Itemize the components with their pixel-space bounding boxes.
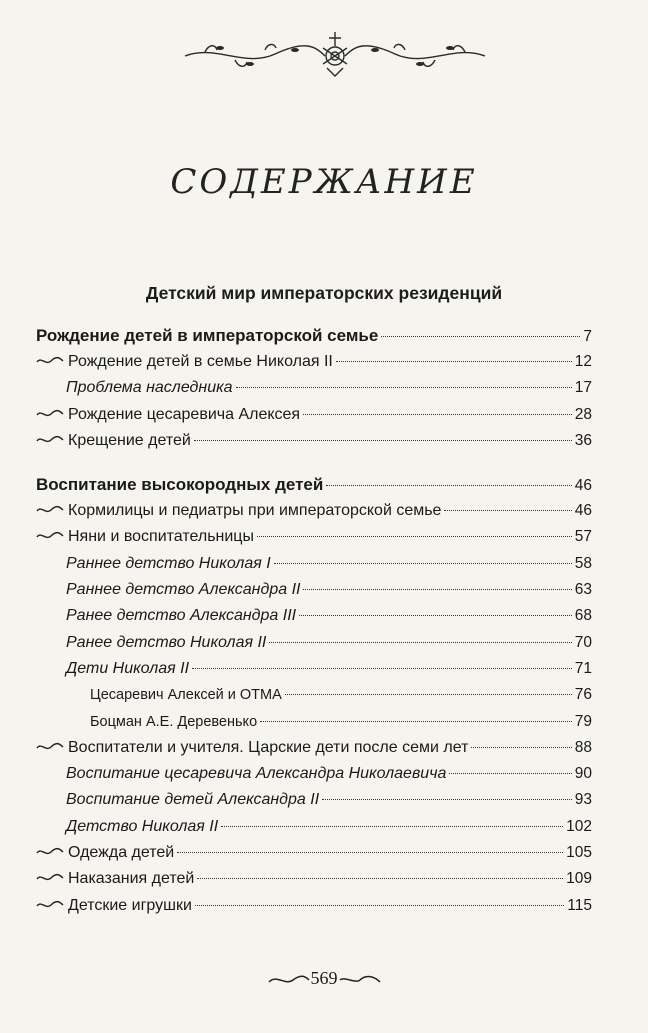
swash-bullet-icon [36,356,64,366]
toc-entry[interactable] [36,581,592,607]
toc-page-number: 88 [574,738,592,756]
toc-entry[interactable] [36,686,592,712]
toc-entry-label: Кормилицы и педиатры при императорской семье [68,502,442,520]
toc-entry[interactable] [36,818,592,844]
toc-entry-label: Раннее детство Николая I [66,554,271,572]
dot-leader [236,387,572,388]
toc-page-number: 63 [574,581,592,599]
dot-leader [221,826,563,827]
dot-leader [444,510,571,511]
toc-page-number: 46 [574,477,592,495]
dot-leader [269,642,571,643]
swash-bullet-icon [36,531,64,541]
dot-leader [303,414,572,415]
toc-entry-label: Рождение цесаревича Алексея [68,405,301,423]
toc-section-entry[interactable] [36,326,592,353]
toc-entry[interactable] [36,634,592,660]
toc-entry-label: Воспитатели и учителя. Царские дети после семи лет [68,738,469,756]
swash-left-icon [267,974,311,986]
toc-entry[interactable] [36,555,592,581]
dot-leader [322,799,572,800]
toc-entry-label: Детские игрушки [68,896,192,914]
toc-page-number: 28 [574,405,592,423]
section-gap [36,458,592,475]
toc-entry[interactable] [36,379,592,405]
toc-page-number: 109 [566,870,592,888]
toc-page-number: 36 [574,431,592,449]
toc-entry-label: Рождение детей в семье Николая II [68,353,333,370]
toc-entry[interactable] [36,739,592,765]
dot-leader [274,563,572,564]
dot-leader [326,485,571,486]
dot-leader [285,694,572,695]
toc-page-number: 46 [574,502,592,520]
toc-page-number: 57 [574,528,592,546]
toc-entry[interactable] [36,353,592,379]
toc-entry[interactable] [36,432,592,458]
toc-entry-label: Воспитание детей Александра II [66,791,320,809]
toc-entry-label: Ранее детство Александра III [66,607,297,625]
toc-entry-label: Наказания детей [68,870,195,888]
toc-page-number: 70 [574,633,592,651]
toc-entry-label: Боцман А.Е. Деревенько [90,713,258,730]
toc-entry[interactable] [36,844,592,870]
swash-bullet-icon [36,900,64,910]
toc-page-number: 102 [566,817,592,835]
dot-leader [195,905,564,906]
swash-bullet-icon [36,847,64,857]
swash-bullet-icon [36,435,64,445]
toc-entry-label: Ранее детство Николая II [66,633,267,651]
swash-bullet-icon [36,505,64,515]
dot-leader [449,773,571,774]
toc-page-number: 105 [566,844,592,862]
toc-page-number: 7 [583,328,592,345]
toc-entry-label: Воспитание цесаревича Александра Николаевича [66,765,447,783]
toc-entry-label: Проблема наследника [66,379,233,397]
toc-section-entry[interactable] [36,475,592,502]
dot-leader [257,536,572,537]
part-subtitle: Детский мир императорских резиденций [145,283,503,303]
page-footer [0,968,648,989]
toc-entry[interactable] [36,528,592,554]
dot-leader [299,615,572,616]
dot-leader [336,361,572,362]
toc-page-number: 115 [567,896,592,914]
toc-page-number: 58 [574,554,592,572]
swash-bullet-icon [36,409,64,419]
toc-entry-label: Детство Николая II [66,817,219,835]
swash-right-icon [338,974,382,986]
toc-page-number: 17 [574,379,592,397]
page-number: 569 [310,968,338,988]
dot-leader [194,440,572,441]
toc-entry-label: Няни и воспитательницы [68,528,254,546]
toc-entry-label: Крещение детей [68,431,191,449]
toc-entry-label: Одежда детей [68,844,175,862]
toc-entry-label: Раннее детство Александра II [66,581,301,599]
page-title: СОДЕРЖАНИЕ [170,162,478,202]
toc-page-number: 12 [574,353,592,370]
dot-leader [192,668,572,669]
toc-entry[interactable] [36,713,592,739]
toc-page-number: 68 [574,607,592,625]
toc-entry[interactable] [36,897,592,923]
toc-page-number: 79 [574,712,592,730]
toc-entry[interactable] [36,406,592,432]
toc-entry-label: Цесаревич Алексей и ОТМА [90,687,282,704]
toc-page-number: 76 [574,686,592,704]
table-of-contents [36,326,592,923]
swash-bullet-icon [36,873,64,883]
toc-entry-label: Дети Николая II [66,659,190,677]
toc-entry[interactable] [36,791,592,817]
toc-page-number: 90 [574,765,592,783]
swash-bullet-icon [36,742,64,752]
toc-entry[interactable] [36,765,592,791]
dot-leader [197,878,563,879]
floral-ornament-icon [175,26,495,82]
toc-entry[interactable] [36,870,592,896]
toc-page-number: 93 [574,791,592,809]
dot-leader [260,721,572,722]
dot-leader [303,589,571,590]
toc-entry-label: Рождение детей в императорской семье [36,326,379,345]
dot-leader [471,747,571,748]
toc-entry[interactable] [36,660,592,686]
dot-leader [381,336,580,337]
toc-entry-label: Воспитание высокородных детей [36,475,324,495]
toc-page-number: 71 [574,659,592,677]
toc-entry[interactable] [36,607,592,633]
dot-leader [177,852,563,853]
toc-entry[interactable] [36,502,592,528]
